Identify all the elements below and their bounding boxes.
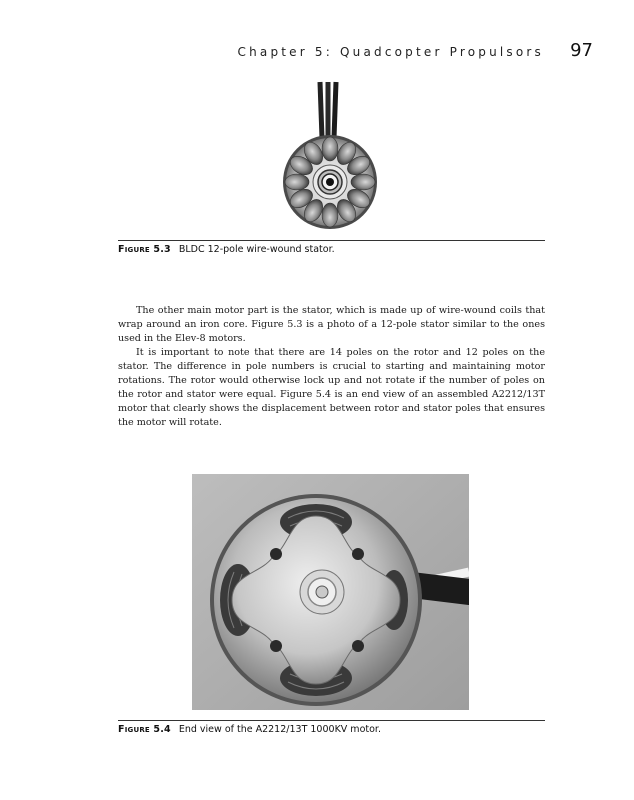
page-number: 97 <box>570 40 593 61</box>
figure-5-3-caption <box>118 244 335 255</box>
motor-end-view-photo <box>192 474 469 710</box>
figure-5-4-label: Figure 5.4 <box>118 724 171 735</box>
motor-illustration <box>192 474 469 710</box>
body-text <box>118 304 545 430</box>
paragraph-1: The other main motor part is the stator, which is made up of wire-wound coils that wrap around an iron core. Figure 5.3 is a photo of a 12-pole stator similar to the ones used in the Elev-8 motors. <box>118 305 545 344</box>
figure-5-3-rule <box>118 240 545 241</box>
figure-5-4-caption <box>118 724 381 735</box>
figure-5-3-label: Figure 5.3 <box>118 244 171 255</box>
figure-5-3-text: BLDC 12-pole wire-wound stator. <box>178 244 335 255</box>
figure-5-4-rule <box>118 720 545 721</box>
running-head: Chapter 5: Quadcopter Propulsors <box>237 45 544 59</box>
page-header <box>0 40 634 64</box>
figure-5-4-text: End view of the A2212/13T 1000KV motor. <box>178 724 381 735</box>
stator-photo <box>268 80 392 230</box>
paragraph-2: It is important to note that there are 14 poles on the rotor and 12 poles on the stator. The difference in pole numbers is crucial to starting and maintaining motor rotations. The rotor would otherwise lock up and not rotate if the number of poles on the rotor and stator were equal. Figure 5.4 is an end view of an assembled A2212/13T motor that clearly shows the displacement between rotor and stator poles that ensures the motor will rotate. <box>118 347 545 428</box>
stator-illustration <box>268 80 392 230</box>
